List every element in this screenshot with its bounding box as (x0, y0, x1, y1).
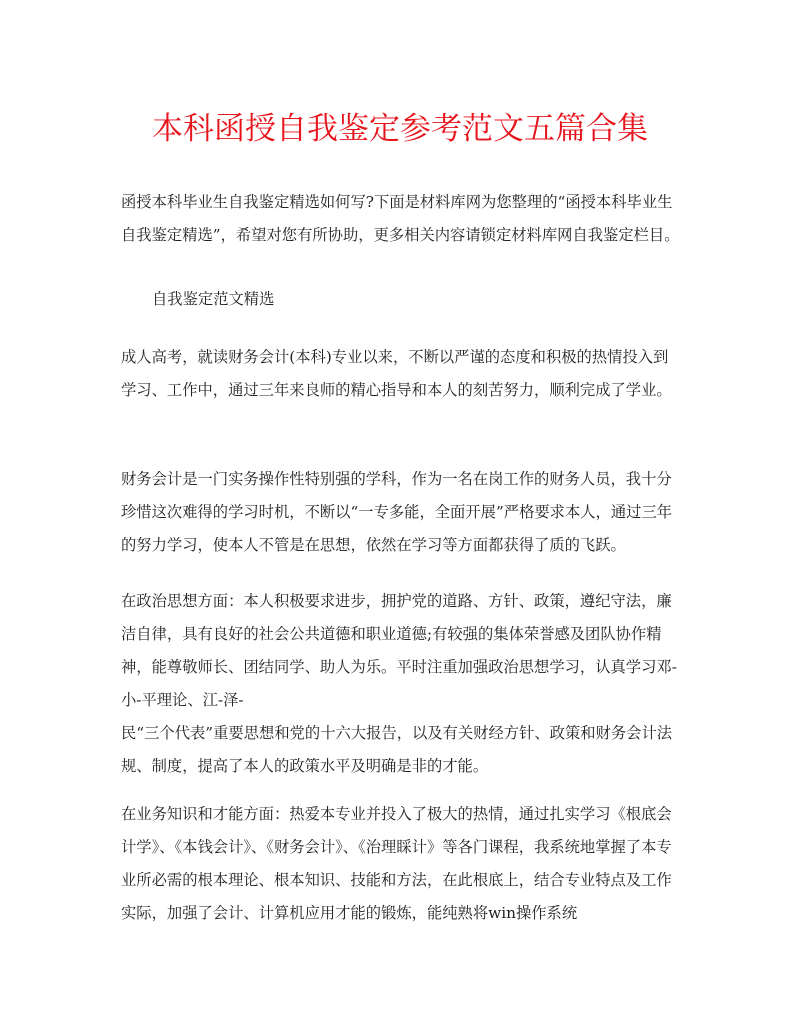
paragraph-political-part2: 民“三个代表”重要思想和党的十六大报告，以及有关财经方针、政策和财务会计法规、制度，提高了本人的政策水平及明确是非的才能。 (121, 724, 673, 775)
document-title: 本科函授自我鉴定参考范文五篇合集 (152, 111, 648, 147)
paragraph-professional: 在业务知识和才能方面：热爱本专业并投入了极大的热情，通过扎实学习《根底会计学》、《本钱会计》、《财务会计》、《治理睬计》等各门课程，我系统地掌握了本专业所必需的根本理论、根本知识、技能和方法，在此根底上，结合专业特点及工作实际，加强了会计、计算机应用才能的锻炼，能纯熟将win操作系统 (121, 805, 672, 922)
paragraph-accounting: 财务会计是一门实务操作性特别强的学科，作为一名在岗工作的财务人员，我十分珍惜这次难得的学习时机，不断以“一专多能，全面开展”严格要求本人，通过三年的努力学习，使本人不管是在思想，依然在学习等方面都获得了质的飞跃。 (121, 470, 673, 554)
paragraph-political-part1: 在政治思想方面：本人积极要求进步，拥护党的道路、方针、政策，遵纪守法，廉洁自律，具有良好的社会公共道德和职业道德;有较强的集体荣誉感及团队协作精神，能尊敬师长、团结同学、助人为乐。平时注重加强政治思想学习，认真学习邓-小-平理论、江-泽- (121, 592, 677, 709)
paragraph-study: 成人高考，就读财务会计(本科)专业以来，不断以严谨的态度和积极的热情投入到学习、工作中，通过三年来良师的精心指导和本人的刻苦努力，顺利完成了学业。 (121, 348, 672, 399)
paragraph-political (121, 585, 683, 783)
section-heading: 自我鉴定范文精选 (152, 290, 275, 308)
intro-paragraph: 函授本科毕业生自我鉴定精选如何写?下面是材料库网为您整理的“函授本科毕业生自我鉴定精选”，希望对您有所协助，更多相关内容请锁定材料库网自我鉴定栏目。 (121, 193, 680, 244)
